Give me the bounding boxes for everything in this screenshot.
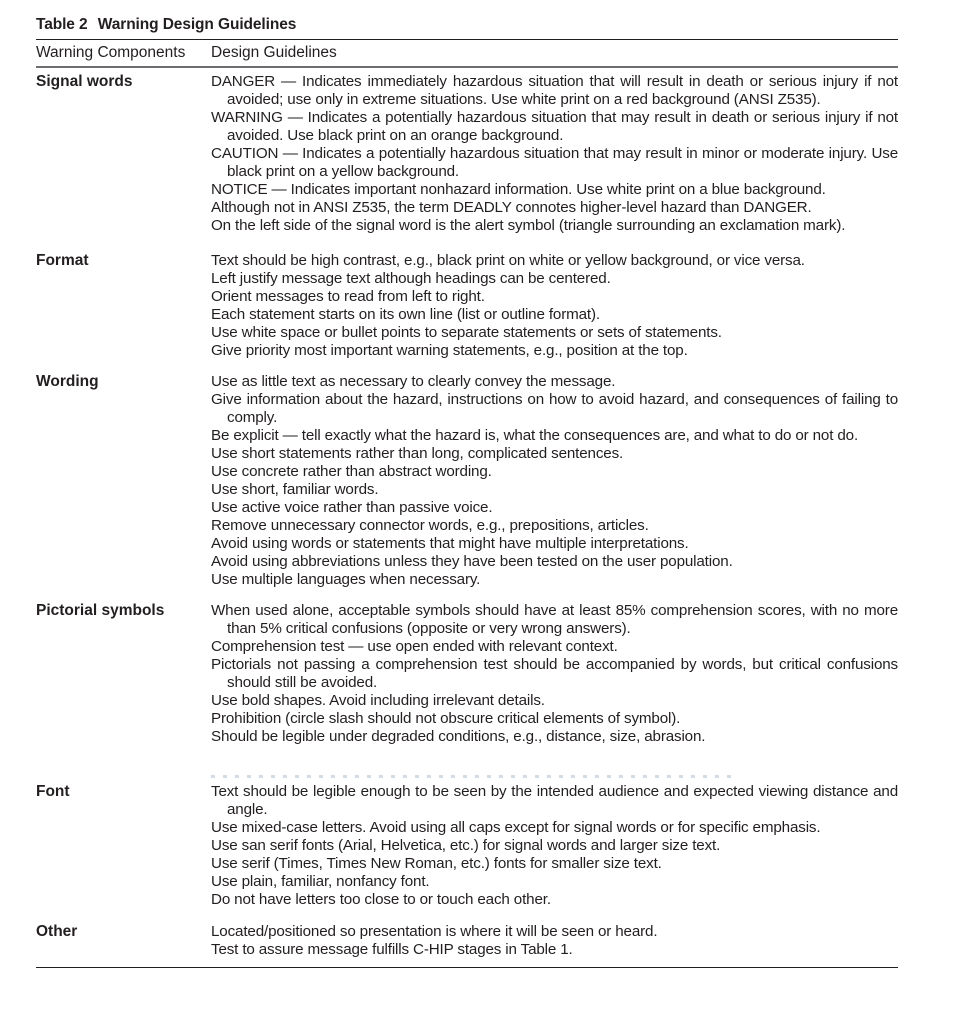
table-row-font <box>36 783 898 909</box>
guideline-item: Be explicit — tell exactly what the hazard is, what the consequences are, and what to do or not do. <box>211 427 859 444</box>
guideline-item: Avoid using abbreviations unless they have been tested on the user population. <box>211 553 733 570</box>
guideline-item: WARNING — Indicates a potentially hazardous situation that may result in death or serious injury if not avoided. Use black print on an orange background. <box>211 109 898 144</box>
guideline-item: Each statement starts on its own line (list or outline format). <box>211 306 600 323</box>
guideline-item: Use short, familiar words. <box>211 481 379 498</box>
guideline-item: Avoid using words or statements that might have multiple interpretations. <box>211 535 689 552</box>
guideline-list <box>211 783 898 909</box>
guideline-item: Use multiple languages when necessary. <box>211 571 481 588</box>
guideline-item: Although not in ANSI Z535, the term DEADLY connotes higher-level hazard than DANGER. <box>211 199 812 216</box>
guideline-item: Pictorials not passing a comprehension test should be accompanied by words, but critical confusions should still be avoided. <box>211 656 898 691</box>
guideline-item: Use serif (Times, Times New Roman, etc.) fonts for smaller size text. <box>211 855 662 872</box>
scan-artifact-line <box>211 775 731 778</box>
guideline-item: Use white space or bullet points to separate statements or sets of statements. <box>211 324 722 341</box>
component-label: Signal words <box>36 73 133 90</box>
table-row-pictorial-symbols <box>36 602 898 746</box>
guideline-item: Remove unnecessary connector words, e.g., prepositions, articles. <box>211 517 649 534</box>
warning-guidelines-table <box>36 14 898 968</box>
guideline-item: Do not have letters too close to or touch each other. <box>211 891 551 908</box>
component-label: Font <box>36 783 70 800</box>
guideline-item: Text should be legible enough to be seen by the intended audience and expected viewing distance and angle. <box>211 783 898 818</box>
component-label: Pictorial symbols <box>36 602 165 619</box>
guideline-list <box>211 73 898 235</box>
guideline-item: NOTICE — Indicates important nonhazard information. Use white print on a blue background. <box>211 181 826 198</box>
guideline-item: CAUTION — Indicates a potentially hazardous situation that may result in minor or moderate injury. Use black print on a yellow background. <box>211 145 898 180</box>
guideline-item: Use concrete rather than abstract wording. <box>211 463 492 480</box>
guideline-item: Use mixed-case letters. Avoid using all caps except for signal words or for specific emphasis. <box>211 819 821 836</box>
guideline-item: Should be legible under degraded conditions, e.g., distance, size, abrasion. <box>211 728 706 745</box>
header-rule <box>36 66 898 68</box>
guideline-item: Left justify message text although headings can be centered. <box>211 270 611 287</box>
guideline-list <box>211 373 898 589</box>
table-caption <box>36 14 898 39</box>
guideline-item: Use san serif fonts (Arial, Helvetica, etc.) for signal words and larger size text. <box>211 837 721 854</box>
table-label: Table 2 <box>36 16 88 33</box>
table-title: Warning Design Guidelines <box>97 16 297 33</box>
guideline-item: Give priority most important warning statements, e.g., position at the top. <box>211 342 688 359</box>
table-row-signal-words <box>36 73 898 235</box>
table-row-other <box>36 923 898 959</box>
bottom-rule <box>36 967 898 968</box>
guideline-item: On the left side of the signal word is the alert symbol (triangle surrounding an exclamation mark). <box>211 217 846 234</box>
guideline-list <box>211 252 898 360</box>
guideline-item: Give information about the hazard, instructions on how to avoid hazard, and consequences of failing to comply. <box>211 391 898 426</box>
guideline-item: Test to assure message fulfills C-HIP stages in Table 1. <box>211 941 573 958</box>
guideline-item: Use as little text as necessary to clearly convey the message. <box>211 373 616 390</box>
column-header-guidelines: Design Guidelines <box>211 44 337 61</box>
guideline-list <box>211 923 898 959</box>
guideline-item: Use active voice rather than passive voice. <box>211 499 493 516</box>
guideline-item: When used alone, acceptable symbols should have at least 85% comprehension scores, with no more than 5% critical confusions (opposite or very wrong answers). <box>211 602 898 637</box>
table-body <box>36 73 898 959</box>
guideline-item: Use bold shapes. Avoid including irrelevant details. <box>211 692 545 709</box>
guideline-item: Text should be high contrast, e.g., black print on white or yellow background, or vice versa. <box>211 252 805 269</box>
guideline-item: Orient messages to read from left to right. <box>211 288 485 305</box>
table-row-format <box>36 252 898 360</box>
table-row-wording <box>36 373 898 589</box>
guideline-item: Prohibition (circle slash should not obscure critical elements of symbol). <box>211 710 681 727</box>
guideline-item: Use plain, familiar, nonfancy font. <box>211 873 430 890</box>
component-label: Other <box>36 923 78 940</box>
guideline-item: DANGER — Indicates immediately hazardous situation that will result in death or serious injury if not avoided; use only in extreme situations. Use white print on a red background (ANSI Z535). <box>211 73 898 108</box>
component-label: Wording <box>36 373 99 390</box>
column-header-components: Warning Components <box>36 44 186 61</box>
guideline-list <box>211 602 898 746</box>
guideline-item: Comprehension test — use open ended with relevant context. <box>211 638 618 655</box>
guideline-item: Located/positioned so presentation is where it will be seen or heard. <box>211 923 658 940</box>
guideline-item: Use short statements rather than long, complicated sentences. <box>211 445 624 462</box>
table-header <box>36 40 898 66</box>
component-label: Format <box>36 252 89 269</box>
